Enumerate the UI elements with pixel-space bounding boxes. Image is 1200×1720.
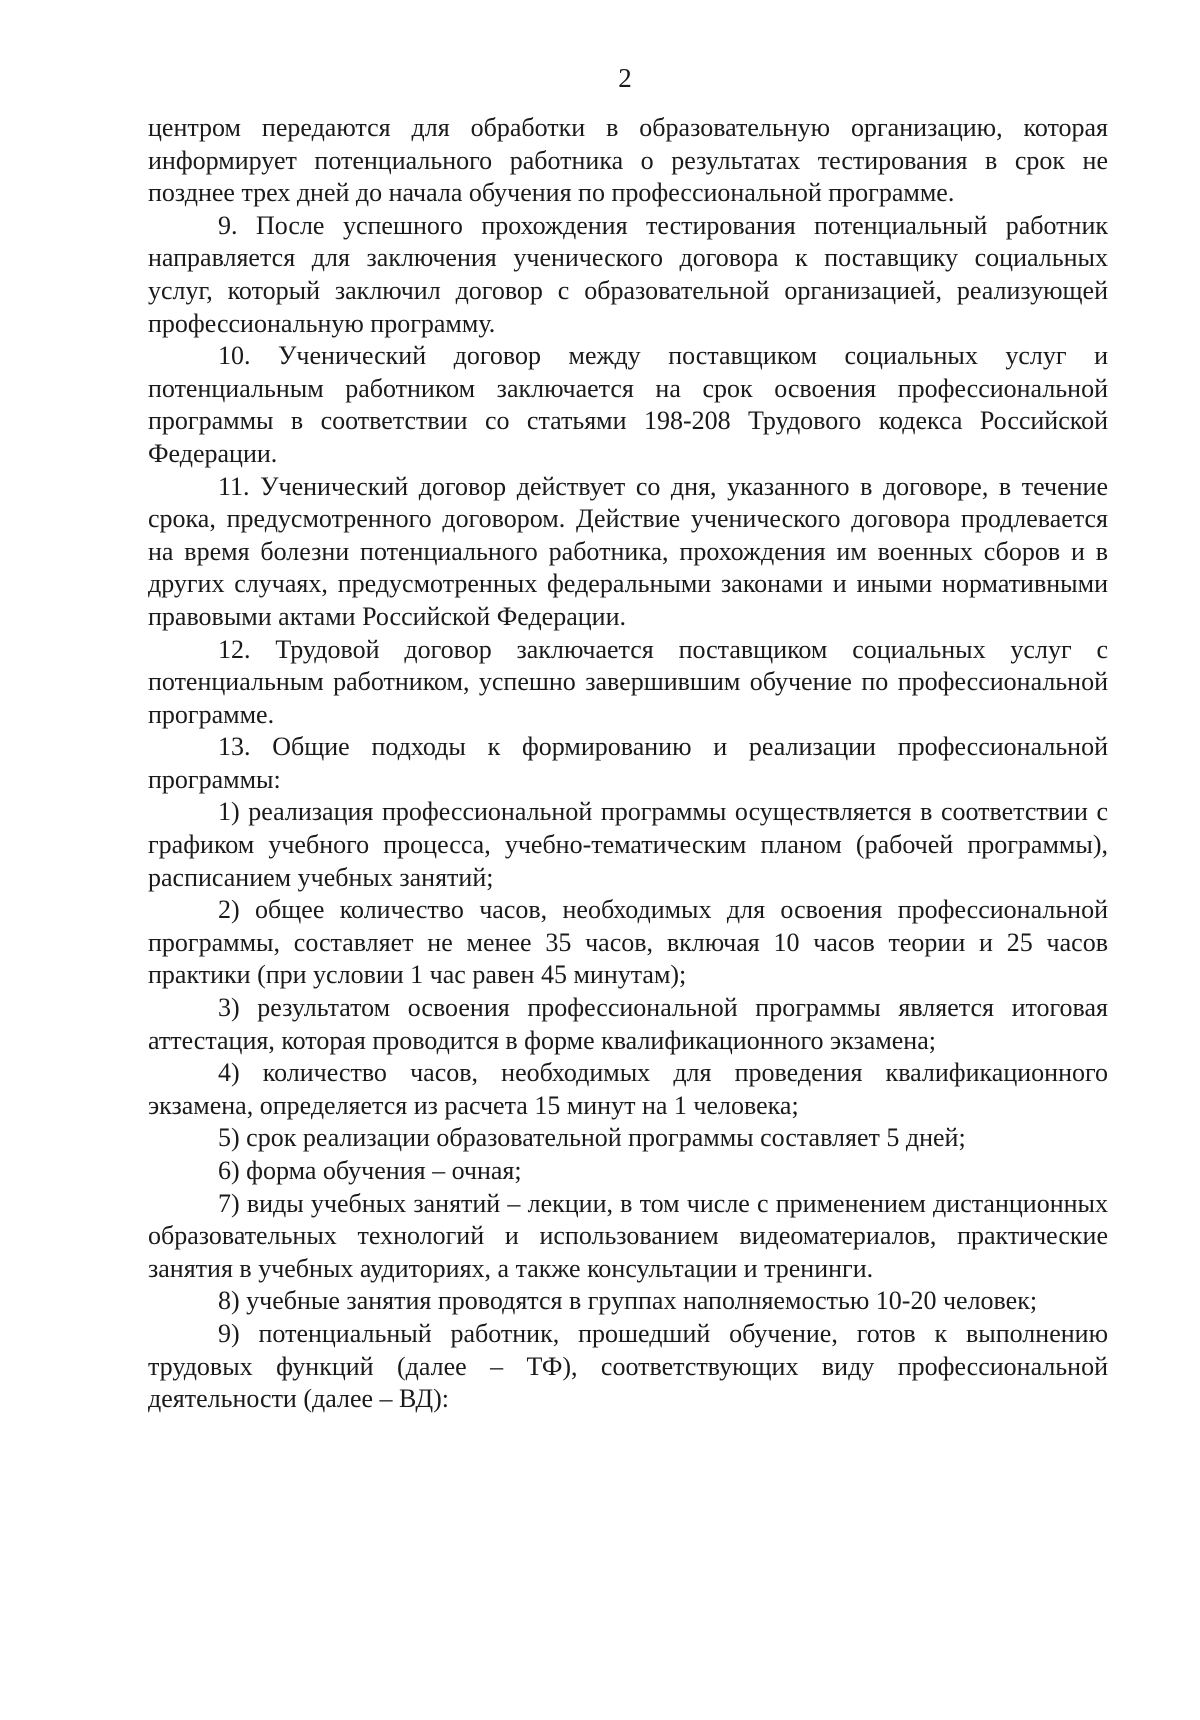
paragraph-item-9: 9. После успешного прохождения тестирования потенциальный работник направляется для заключения ученического договора к поставщику социальных услуг, который заключил договор с образовательной организацией, реализующей профессиональную программу. [148, 210, 1108, 338]
subitem-4: 4) количество часов, необходимых для проведения квалификационного экзамена, определяется из расчета 15 минут на 1 человека; [148, 1058, 1108, 1120]
subitem-7: 7) виды учебных занятий – лекции, в том числе с применением дистанционных образовательных технологий и использованием видеоматериалов, практические занятия в учебных аудиториях, а также консультации и тренинги. [148, 1188, 1108, 1283]
paragraph-item-12: 12. Трудовой договор заключается поставщиком социальных услуг с потенциальным работником, успешно завершившим обучение по профессиональной программе. [148, 634, 1108, 729]
subitem-3: 3) результатом освоения профессиональной программы является итоговая аттестация, которая проводится в форме квалификационного экзамена; [148, 993, 1108, 1055]
paragraph-item-10: 10. Ученический договор между поставщиком социальных услуг и потенциальным работником заключается на срок освоения профессиональной программы в соответствии со статьями 198-208 Трудового кодекса Российской Федерации. [148, 341, 1108, 468]
subitem-6: 6) форма обучения – очная; [218, 1156, 522, 1185]
subitem-1: 1) реализация профессиональной программы осуществляется в соответствии с графиком учебного процесса, учебно-тематическим планом (рабочей программы), расписанием учебных занятий; [148, 797, 1108, 892]
subitem-8: 8) учебные занятия проводятся в группах наполняемостью 10-20 человек; [218, 1286, 1038, 1316]
page-number: 2 [618, 63, 632, 93]
document-body [148, 112, 1108, 1416]
paragraph-item-13: 13. Общие подходы к формированию и реализации профессиональной программы: [148, 732, 1108, 794]
paragraph-continuation: центром передаются для обработки в образовательную организацию, которая информирует потенциального работника о результатах тестирования в срок не позднее трех дней до начала обучения по профессиональной программе. [148, 113, 1108, 208]
paragraph-item-11: 11. Ученический договор действует со дня, указанного в договоре, в течение срока, предусмотренного договором. Действие ученического договора продлевается на время болезни потенциального работника, прохождения им военных сборов и в других случаях, предусмотренных федеральными законами и иными нормативными правовыми актами Российской Федерации. [148, 471, 1108, 631]
subitem-5: 5) срок реализации образовательной программы составляет 5 дней; [218, 1123, 966, 1153]
subitem-2: 2) общее количество часов, необходимых для освоения профессиональной программы, составляет не менее 35 часов, включая 10 часов теории и 25 часов практики (при условии 1 час равен 45 минутам); [148, 895, 1108, 990]
subitem-9: 9) потенциальный работник, прошедший обучение, готов к выполнению трудовых функций (далее – ТФ), соответствующих виду профессиональной деятельности (далее – ВД): [148, 1318, 1108, 1414]
